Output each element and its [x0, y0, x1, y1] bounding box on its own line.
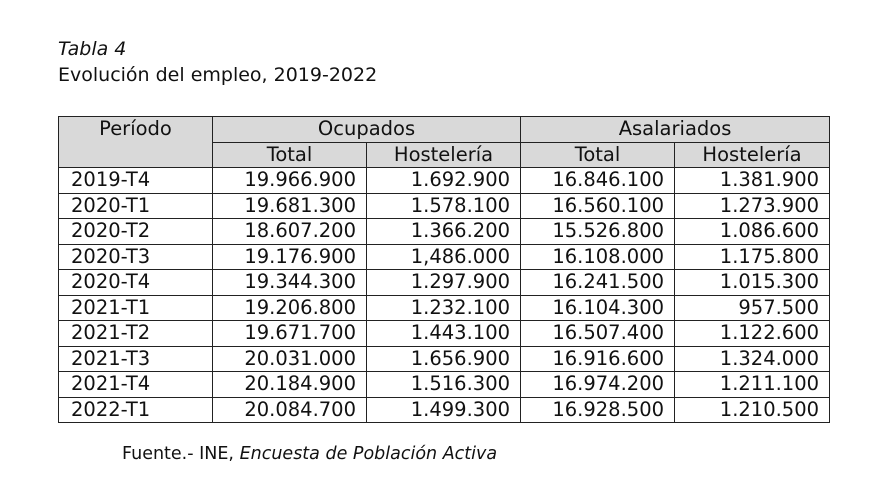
cell-ocupados-total: 18.607.200	[213, 219, 367, 245]
subheader-ocupados-hosteleria: Hostelería	[367, 142, 521, 168]
cell-ocupados-total: 19.206.800	[213, 295, 367, 321]
table-row	[59, 168, 830, 194]
source-note	[122, 442, 497, 466]
cell-asalariados-hosteleria: 1.211.100	[675, 372, 830, 398]
employment-table	[58, 116, 830, 423]
cell-asalariados-hosteleria: 1.015.300	[675, 270, 830, 296]
cell-ocupados-total: 19.671.700	[213, 321, 367, 347]
cell-asalariados-total: 16.560.100	[521, 193, 675, 219]
cell-ocupados-hosteleria: 1.297.900	[367, 270, 521, 296]
cell-ocupados-hosteleria: 1.443.100	[367, 321, 521, 347]
cell-ocupados-hosteleria: 1,486.000	[367, 244, 521, 270]
cell-ocupados-hosteleria: 1.232.100	[367, 295, 521, 321]
cell-ocupados-total: 20.031.000	[213, 346, 367, 372]
cell-ocupados-hosteleria: 1.656.900	[367, 346, 521, 372]
table-row	[59, 219, 830, 245]
cell-asalariados-total: 16.108.000	[521, 244, 675, 270]
table-label: Tabla 4	[58, 38, 127, 60]
cell-asalariados-total: 16.241.500	[521, 270, 675, 296]
table-row	[59, 397, 830, 423]
cell-asalariados-hosteleria: 1.273.900	[675, 193, 830, 219]
cell-ocupados-total: 19.681.300	[213, 193, 367, 219]
table-body	[59, 168, 830, 423]
group-header-ocupados: Ocupados	[213, 117, 521, 143]
cell-asalariados-total: 16.507.400	[521, 321, 675, 347]
cell-ocupados-total: 20.084.700	[213, 397, 367, 423]
table-row	[59, 346, 830, 372]
cell-asalariados-hosteleria: 1.381.900	[675, 168, 830, 194]
table-row	[59, 193, 830, 219]
cell-asalariados-hosteleria: 1.324.000	[675, 346, 830, 372]
cell-asalariados-total: 16.916.600	[521, 346, 675, 372]
table-title: Evolución del empleo, 2019-2022	[58, 64, 378, 86]
table-caption	[58, 36, 377, 88]
cell-period: 2021-T3	[59, 346, 213, 372]
cell-ocupados-hosteleria: 1.516.300	[367, 372, 521, 398]
cell-ocupados-hosteleria: 1.692.900	[367, 168, 521, 194]
cell-asalariados-hosteleria: 1.122.600	[675, 321, 830, 347]
cell-asalariados-total: 16.104.300	[521, 295, 675, 321]
subheader-asalariados-total: Total	[521, 142, 675, 168]
cell-period: 2021-T2	[59, 321, 213, 347]
cell-ocupados-hosteleria: 1.578.100	[367, 193, 521, 219]
group-header-asalariados: Asalariados	[521, 117, 830, 143]
cell-period: 2022-T1	[59, 397, 213, 423]
cell-ocupados-total: 19.344.300	[213, 270, 367, 296]
cell-period: 2021-T1	[59, 295, 213, 321]
cell-asalariados-total: 16.846.100	[521, 168, 675, 194]
table-row	[59, 321, 830, 347]
group-header-row	[59, 117, 830, 143]
cell-ocupados-hosteleria: 1.366.200	[367, 219, 521, 245]
cell-period: 2020-T2	[59, 219, 213, 245]
cell-period: 2020-T3	[59, 244, 213, 270]
cell-asalariados-hosteleria: 1.175.800	[675, 244, 830, 270]
table-row	[59, 295, 830, 321]
cell-ocupados-total: 20.184.900	[213, 372, 367, 398]
cell-ocupados-total: 19.176.900	[213, 244, 367, 270]
cell-asalariados-total: 16.928.500	[521, 397, 675, 423]
cell-asalariados-hosteleria: 1.086.600	[675, 219, 830, 245]
cell-ocupados-total: 19.966.900	[213, 168, 367, 194]
source-title: Encuesta de Población Activa	[239, 444, 498, 464]
cell-ocupados-hosteleria: 1.499.300	[367, 397, 521, 423]
cell-period: 2019-T4	[59, 168, 213, 194]
table-row	[59, 372, 830, 398]
cell-period: 2021-T4	[59, 372, 213, 398]
period-header: Período	[59, 117, 213, 168]
cell-asalariados-hosteleria: 1.210.500	[675, 397, 830, 423]
table-row	[59, 244, 830, 270]
subheader-ocupados-total: Total	[213, 142, 367, 168]
cell-asalariados-total: 15.526.800	[521, 219, 675, 245]
cell-period: 2020-T1	[59, 193, 213, 219]
source-prefix: Fuente.- INE,	[122, 444, 240, 464]
subheader-asalariados-hosteleria: Hostelería	[675, 142, 830, 168]
cell-period: 2020-T4	[59, 270, 213, 296]
table-row	[59, 270, 830, 296]
cell-asalariados-total: 16.974.200	[521, 372, 675, 398]
cell-asalariados-hosteleria: 957.500	[675, 295, 830, 321]
